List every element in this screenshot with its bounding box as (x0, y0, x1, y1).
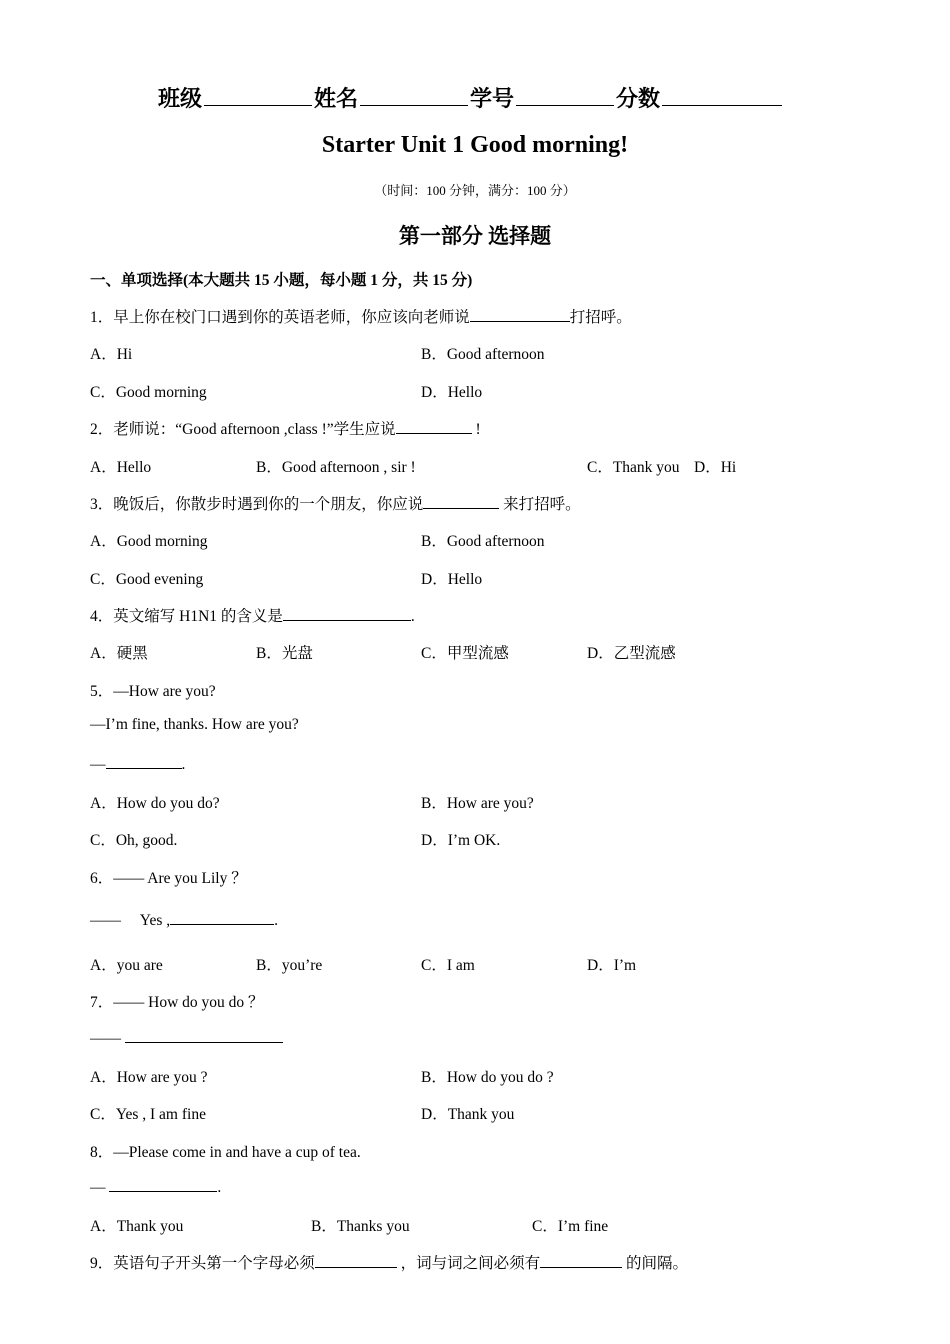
q1-option-a: A．Hi (90, 346, 133, 363)
score-blank (662, 83, 782, 106)
question-7-line-1: 7．—— How do you do ？ (90, 994, 264, 1011)
part-title: 第一部分 选择题 (398, 224, 552, 248)
answer-blank (170, 910, 274, 925)
q7-option-b: B．How do you do ? (421, 1069, 554, 1086)
score-label: 分数 (616, 86, 661, 111)
id-label: 学号 (470, 86, 515, 111)
page-title: Starter Unit 1 Good morning! (321, 132, 629, 158)
class-label: 班级 (158, 86, 203, 111)
q5-option-a: A．How do you do? (90, 795, 220, 812)
q7-option-c: C．Yes , I am fine (90, 1106, 206, 1123)
exam-time-note: （时间：100 分钟，满分：100 分） (374, 183, 576, 198)
q6-option-a: A．you are (90, 957, 163, 974)
student-info-line (158, 82, 784, 113)
id-blank (516, 83, 614, 106)
q3-option-c: C．Good evening (90, 571, 204, 588)
answer-blank (396, 419, 472, 434)
q1-option-b: B．Good afternoon (421, 346, 545, 363)
q1-option-d: D．Hello (421, 384, 483, 401)
question-4-stem: 4．英文缩写 H1N1 的含义是 . (90, 608, 415, 625)
section-title: 一、单项选择(本大题共 15 小题，每小题 1 分，共 15 分) (90, 272, 473, 289)
q2-option-d: D．Hi (694, 459, 737, 476)
question-8-line-2: — . (90, 1179, 222, 1196)
q2-option-b: B．Good afternoon , sir ! (256, 459, 416, 476)
q6-option-c: C．I am (421, 957, 475, 974)
question-2-stem: 2．老师说：“Good afternoon ,class !”学生应说 ! (90, 421, 481, 438)
answer-blank (540, 1253, 622, 1268)
question-7-line-2: —— (90, 1028, 283, 1048)
q2-option-a: A．Hello (90, 459, 152, 476)
q1-option-c: C．Good morning (90, 384, 207, 401)
q4-option-d: D．乙型流感 (587, 645, 676, 662)
q7-option-d: D．Thank you (421, 1106, 515, 1123)
question-3-stem: 3．晚饭后，你散步时遇到你的一个朋友，你应说 来打招呼。 (90, 496, 581, 513)
q8-option-a: A．Thank you (90, 1218, 184, 1235)
name-label: 姓名 (314, 86, 359, 111)
q5-option-d: D．I’m OK. (421, 832, 501, 849)
q4-option-b: B．光盘 (256, 645, 313, 662)
q3-option-d: D．Hello (421, 571, 483, 588)
class-blank (204, 83, 312, 106)
q4-option-a: A．硬黑 (90, 645, 148, 662)
question-1-stem: 1．早上你在校门口遇到你的英语老师，你应该向老师说 打招呼。 (90, 309, 632, 326)
answer-blank (125, 1028, 283, 1043)
q8-option-b: B．Thanks you (311, 1218, 410, 1235)
q6-option-d: D．I’m (587, 957, 637, 974)
answer-blank (109, 1177, 217, 1192)
question-5-line-3: — . (90, 756, 186, 773)
q5-option-b: B．How are you? (421, 795, 534, 812)
q3-option-a: A．Good morning (90, 533, 208, 550)
answer-blank (315, 1253, 397, 1268)
answer-blank (423, 494, 499, 509)
q7-option-a: A．How are you ? (90, 1069, 208, 1086)
q4-option-c: C．甲型流感 (421, 645, 509, 662)
question-6-line-2: —— Yes , . (90, 912, 278, 929)
q6-option-b: B．you’re (256, 957, 323, 974)
question-5-line-1: 5．—How are you? (90, 683, 216, 700)
question-5-line-2: —I’m fine, thanks. How are you? (90, 716, 299, 733)
q3-option-b: B．Good afternoon (421, 533, 545, 550)
question-9-stem: 9．英语句子开头第一个字母必须 ，词与词之间必须有 的间隔。 (90, 1255, 689, 1272)
q5-option-c: C．Oh, good. (90, 832, 178, 849)
name-blank (360, 83, 468, 106)
q8-option-c: C．I’m fine (532, 1218, 609, 1235)
answer-blank (106, 754, 182, 769)
question-6-line-1: 6．—— Are you Lily ？ (90, 870, 247, 887)
q2-option-c: C．Thank you (587, 459, 680, 476)
answer-blank (283, 606, 411, 621)
answer-blank (470, 307, 570, 322)
question-8-line-1: 8．—Please come in and have a cup of tea. (90, 1144, 361, 1161)
